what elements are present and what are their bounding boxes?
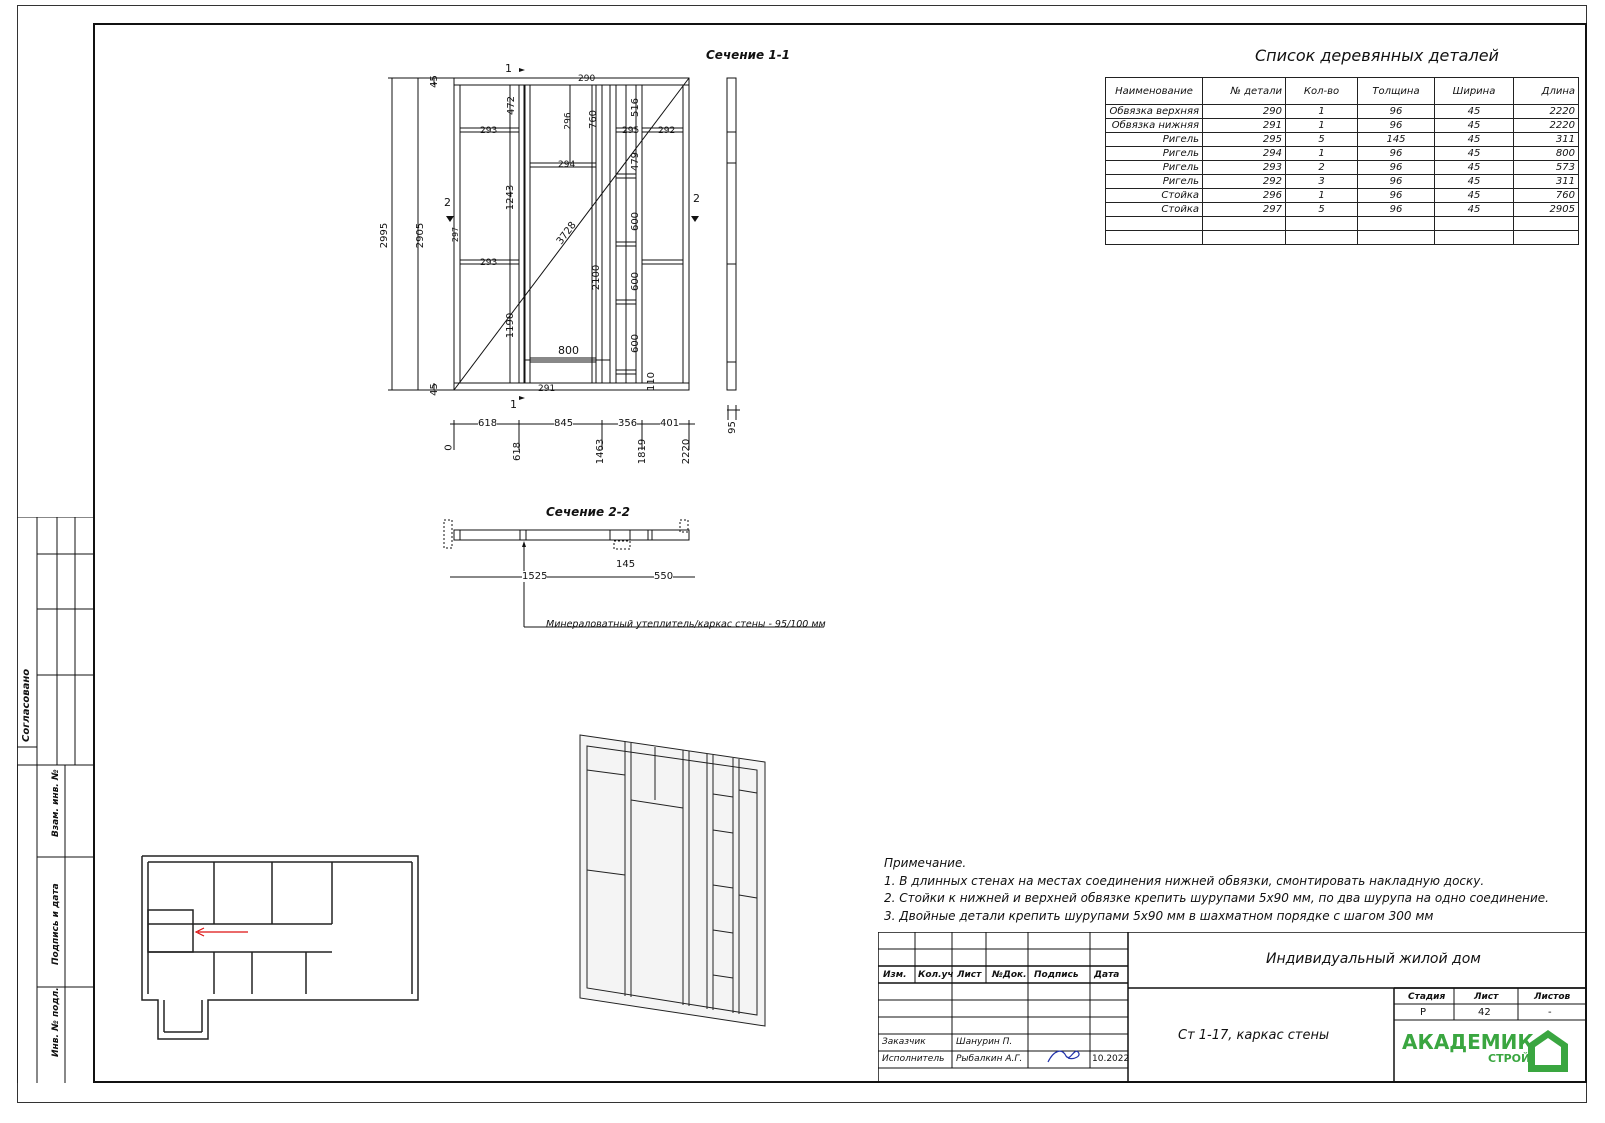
table-row: Ригель 295 5 145 45 311: [1106, 133, 1579, 147]
col-name: Наименование: [1106, 78, 1203, 105]
customer-name: Шанурин П.: [956, 1037, 1013, 1047]
part-291: 291: [538, 384, 556, 394]
dim-516: 516: [630, 97, 642, 118]
dim-1525: 1525: [522, 571, 548, 582]
table-row: Стойка 296 1 96 45 760: [1106, 189, 1579, 203]
notes-heading: Примечание.: [884, 856, 967, 870]
col-list: Лист: [957, 970, 982, 980]
isometric-frame-view: [575, 730, 775, 1030]
dim-479: 479: [630, 151, 642, 172]
dim-472: 472: [506, 95, 518, 116]
parts-table-title: Список деревянных деталей: [1255, 46, 1499, 65]
sheets-value: -: [1548, 1007, 1552, 1018]
table-row: Обвязка нижняя 291 1 96 45 2220: [1106, 119, 1579, 133]
insulation-note: Минераловатный утеплитель/каркас стены - 95/100 мм: [546, 619, 826, 630]
parts-table: [1105, 77, 1579, 245]
dim-618: 618: [478, 418, 498, 429]
table-row: [1106, 217, 1579, 231]
dim-145: 145: [616, 559, 636, 570]
executor-label: Исполнитель: [882, 1054, 945, 1064]
logo-main-text: АКАДЕМИК: [1402, 1030, 1534, 1054]
section-2-2-title: Сечение 2-2: [546, 505, 631, 519]
mark-1-top: 1: [505, 62, 512, 75]
dim-1243: 1243: [505, 184, 517, 211]
stage-value: Р: [1420, 1007, 1427, 1018]
part-292: 292: [658, 126, 676, 136]
col-length: Длина: [1514, 78, 1579, 105]
date-value: 10.2022: [1092, 1054, 1130, 1064]
logo-sub-text: СТРОЙ: [1488, 1052, 1531, 1065]
col-width: Ширина: [1435, 78, 1514, 105]
stage-label: Стадия: [1408, 992, 1446, 1002]
dim-inner-height: 2905: [415, 222, 427, 249]
dim-550: 550: [654, 571, 674, 582]
dim-600-b: 600: [630, 271, 642, 292]
mark-2-left: 2: [444, 196, 451, 209]
part-295: 295: [622, 126, 640, 136]
col-thickness: Толщина: [1358, 78, 1435, 105]
part-293-b: 293: [480, 258, 498, 268]
mark-1-bottom: 1: [510, 398, 517, 411]
dim-110: 110: [646, 371, 658, 392]
col-sign: Подпись: [1034, 970, 1079, 980]
parts-table-header: [1106, 78, 1579, 105]
part-296: 296: [563, 112, 574, 130]
col-date: Дата: [1094, 970, 1120, 980]
dim-356: 356: [618, 418, 638, 429]
dim-top-plate: 45: [428, 75, 440, 88]
title-block: [878, 932, 1587, 1083]
dim-760: 760: [588, 109, 600, 130]
part-297: 297: [451, 226, 461, 243]
part-293-a: 293: [480, 126, 498, 136]
notes: [884, 855, 1549, 925]
mark-2-right: 2: [693, 192, 700, 205]
dim-401: 401: [660, 418, 680, 429]
table-row: Ригель 293 2 96 45 573: [1106, 161, 1579, 175]
section-2-2: [440, 505, 840, 645]
section-1-1: [370, 40, 790, 480]
company-logo: [1402, 1030, 1532, 1070]
dim-845: 845: [554, 418, 574, 429]
project-title: Индивидуальный жилой дом: [1266, 951, 1481, 967]
sheet-name: Ст 1-17, каркас стены: [1178, 1028, 1330, 1043]
coord-1819: 1819: [637, 438, 649, 465]
sheets-label: Листов: [1534, 992, 1571, 1002]
col-doc: №Док.: [992, 970, 1027, 980]
executor-name: Рыбалкин А.Г.: [956, 1054, 1023, 1064]
col-qty: Кол-во: [1286, 78, 1358, 105]
agreed-label: Согласовано: [21, 668, 32, 742]
note-3: 3. Двойные детали крепить шурупами 5х90 мм в шахматном порядке с шагом 300 мм: [884, 908, 1434, 923]
part-290: 290: [578, 74, 596, 84]
dim-bottom-plate: 45: [428, 383, 440, 396]
sheet-label: Лист: [1474, 992, 1499, 1002]
part-294: 294: [558, 160, 576, 170]
dim-600-c: 600: [630, 333, 642, 354]
note-2: 2. Стойки к нижней и верхней обвязке крепить шурупами 5х90 мм, по два шурупа на одно соединение.: [884, 891, 1549, 905]
coord-1463: 1463: [595, 438, 607, 465]
dim-2100: 2100: [591, 264, 603, 291]
wall-frame-elevation: [370, 40, 790, 480]
dim-800: 800: [558, 344, 579, 357]
coord-0: 0: [443, 444, 455, 451]
table-row: Обвязка верхняя 290 1 96 45 2220: [1106, 105, 1579, 119]
floor-plan-key: [138, 852, 423, 1047]
inv-zam-label: Взам. инв. №: [51, 769, 61, 837]
col-part-no: № детали: [1203, 78, 1286, 105]
note-1: 1. В длинных стенах на местах соединения нижней обвязки, смонтировать накладную доску.: [884, 873, 1485, 888]
table-row: Ригель 292 3 96 45 311: [1106, 175, 1579, 189]
dim-600-a: 600: [630, 211, 642, 232]
dim-1190: 1190: [505, 312, 517, 339]
sheet-value: 42: [1478, 1007, 1491, 1018]
side-stamp: [17, 517, 93, 1083]
dim-total-height: 2995: [379, 222, 391, 249]
dim-thickness: 95: [726, 421, 738, 434]
col-kol: Кол.уч: [918, 970, 954, 980]
table-row: [1106, 231, 1579, 245]
coord-2220: 2220: [681, 438, 693, 465]
customer-label: Заказчик: [882, 1037, 926, 1047]
table-row: Стойка 297 5 96 45 2905: [1106, 203, 1579, 217]
table-row: Ригель 294 1 96 45 800: [1106, 147, 1579, 161]
col-izm: Изм.: [883, 970, 907, 980]
coord-618: 618: [512, 441, 524, 462]
sign-date-label: Подпись и дата: [51, 883, 61, 965]
inv-orig-label: Инв. № подл.: [51, 987, 61, 1057]
dim-diagonal: 3728: [554, 220, 579, 247]
section-1-1-title: Сечение 1-1: [706, 48, 791, 62]
